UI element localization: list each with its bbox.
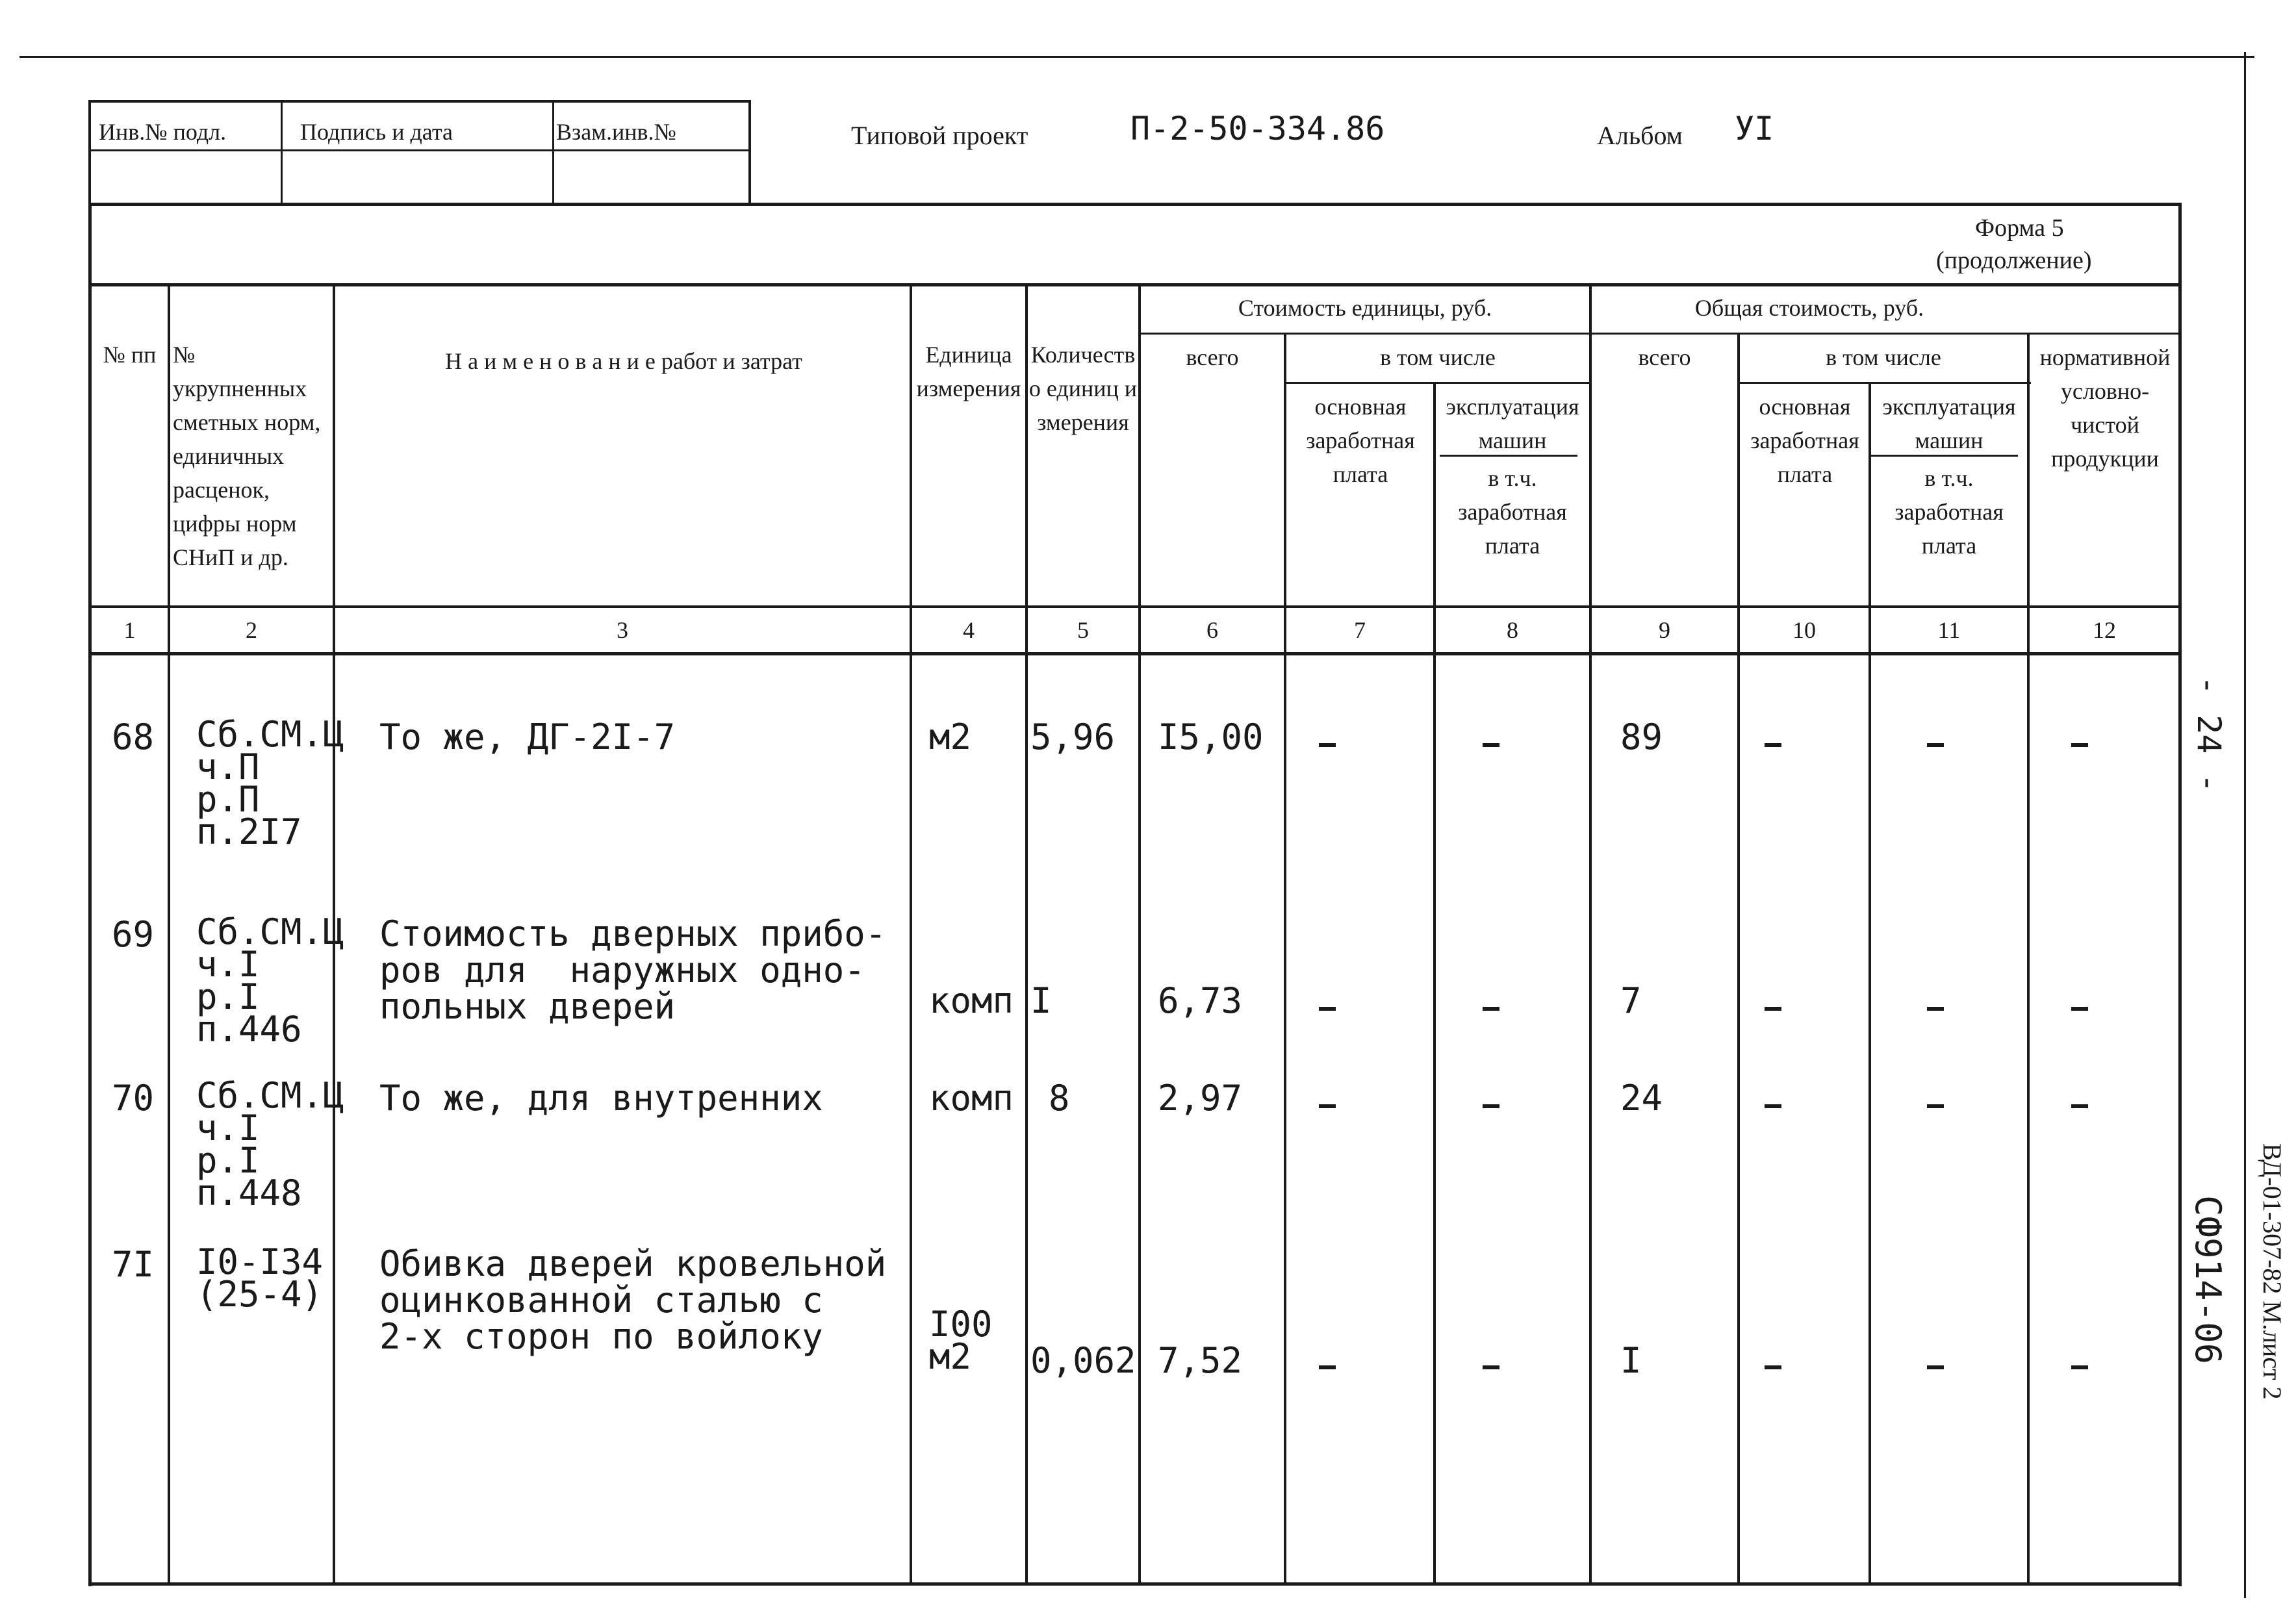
row-code-line: р.П xyxy=(196,779,260,820)
project-label: Типовой проект xyxy=(851,121,1028,150)
right-margin-line xyxy=(2244,52,2246,1598)
total-machines-header: эксплуатация машин xyxy=(1882,394,2016,453)
dash xyxy=(2071,743,2088,747)
dash xyxy=(1927,1365,1944,1369)
row-code-line: (25-4) xyxy=(196,1274,324,1315)
project-code: П-2-50-334.86 xyxy=(1130,110,1385,147)
row-code-line: р.I xyxy=(196,1140,260,1181)
row-code xyxy=(196,1075,344,1213)
col-num: 8 xyxy=(1507,617,1518,643)
col-line xyxy=(1589,283,1592,1585)
stamp-inv-label: Инв.№ подл. xyxy=(99,119,227,145)
header-line xyxy=(1286,382,1592,384)
row-code-line: Сб.СМ.Ц xyxy=(196,1075,344,1116)
dash xyxy=(1319,1007,1336,1011)
table-top-line xyxy=(88,203,2182,206)
row-unit: м2 xyxy=(929,716,972,757)
norm-header: нормативной условно-чистой продукции xyxy=(2039,344,2171,472)
col-num: 4 xyxy=(963,617,975,643)
col-num: 12 xyxy=(2093,617,2116,643)
row-name: То же, для внутренних xyxy=(379,1078,823,1119)
row-name-line: польных дверей xyxy=(379,986,676,1027)
col-num: 9 xyxy=(1659,617,1670,643)
dash xyxy=(1927,743,1944,747)
row-code-line: ч.I xyxy=(196,1108,260,1148)
row-code-line: р.I xyxy=(196,976,260,1017)
col-line xyxy=(1869,382,1871,1585)
dash xyxy=(1765,1007,1781,1011)
row-unit: комп xyxy=(929,980,1014,1021)
row-total: 24 xyxy=(1620,1078,1663,1119)
row-qty: 8 xyxy=(1049,1078,1070,1119)
top-border xyxy=(19,56,2254,58)
row-unit-line: I00 xyxy=(929,1304,993,1345)
row-code-line: п.448 xyxy=(196,1172,302,1213)
unit-machines-incl-header: в т.ч. заработная плата xyxy=(1458,465,1567,559)
dash xyxy=(1765,1104,1781,1108)
row-name-line: ров для наружных одно- xyxy=(379,950,865,991)
row-code xyxy=(196,1241,324,1315)
col-line xyxy=(1433,382,1436,1585)
row-code-line: п.446 xyxy=(196,1009,302,1050)
album-value: УI xyxy=(1735,110,1774,147)
col2-header: № укрупненных сметных норм, единичных расценок, цифры норм СНиП и др. xyxy=(173,342,321,570)
dash xyxy=(1765,743,1781,747)
row-total: 89 xyxy=(1620,716,1663,757)
dash xyxy=(1483,743,1499,747)
col-num: 7 xyxy=(1354,617,1366,643)
row-qty: I xyxy=(1030,980,1052,1021)
stamp-line xyxy=(281,100,283,204)
row-price: 6,73 xyxy=(1158,980,1243,1021)
dash xyxy=(2071,1007,2088,1011)
header-line xyxy=(88,652,2182,655)
stamp-line xyxy=(88,100,91,204)
dash xyxy=(2071,1104,2088,1108)
col-line xyxy=(1284,333,1286,1585)
sheet-reference: ВД-01-307-82 М.лист 2 xyxy=(2258,1143,2287,1400)
dash xyxy=(1319,1104,1336,1108)
row-price: I5,00 xyxy=(1158,716,1264,757)
unit-machines-header: эксплуатация машин xyxy=(1446,394,1579,453)
page-number: - 24 - xyxy=(2190,676,2228,793)
unit-salary-header: основная заработная плата xyxy=(1306,394,1415,487)
dash xyxy=(1483,1104,1499,1108)
dash xyxy=(1483,1007,1499,1011)
dash xyxy=(1927,1104,1944,1108)
form-continued: (продолжение) xyxy=(1936,247,2092,274)
row-code xyxy=(196,911,344,1050)
col-line xyxy=(2027,333,2030,1585)
row-qty: 0,062 xyxy=(1030,1340,1136,1381)
col1-header: № пп xyxy=(103,342,157,368)
total-all-header: всего xyxy=(1638,344,1691,370)
row-total: I xyxy=(1620,1340,1642,1381)
row-name: То же, ДГ-2I-7 xyxy=(379,716,676,757)
dash xyxy=(1927,1007,1944,1011)
header-line xyxy=(88,605,2182,608)
col-num: 5 xyxy=(1077,617,1089,643)
header-line xyxy=(1141,333,2182,335)
col-line xyxy=(910,283,912,1585)
row-number: 7I xyxy=(112,1244,155,1285)
form-name: Форма 5 xyxy=(1975,214,2064,242)
row-code-line: п.2I7 xyxy=(196,811,302,852)
col-num: 3 xyxy=(617,617,628,643)
table-bottom-line xyxy=(88,1582,2182,1586)
row-number: 70 xyxy=(112,1078,155,1119)
stamp-line xyxy=(552,100,554,204)
col-line xyxy=(168,283,170,1585)
table-left-line xyxy=(88,203,92,1586)
stamp-sign-label: Подпись и дата xyxy=(300,119,453,145)
row-name-line: 2-х сторон по войлоку xyxy=(379,1316,823,1357)
total-incl-header: в том числе xyxy=(1826,344,1941,370)
stamp-top-line xyxy=(88,100,751,103)
row-unit: комп xyxy=(929,1078,1014,1119)
row-number: 68 xyxy=(112,716,155,757)
header-line xyxy=(1740,382,2031,384)
row-unit-line: м2 xyxy=(929,1336,972,1377)
total-machines-incl-header: в т.ч. заработная плата xyxy=(1894,465,2004,559)
row-price: 2,97 xyxy=(1158,1078,1243,1119)
stamp-line xyxy=(748,100,751,204)
unit-incl-header: в том числе xyxy=(1380,344,1496,370)
col-num: 10 xyxy=(1792,617,1816,643)
dash xyxy=(2071,1365,2088,1369)
row-code-line: I0-I34 xyxy=(196,1241,324,1282)
album-label: Альбом xyxy=(1597,121,1683,150)
stamp-vzam-label: Взам.инв.№ xyxy=(556,119,676,145)
dash xyxy=(1483,1365,1499,1369)
row-number: 69 xyxy=(112,914,155,955)
col4-header: Единица измерения xyxy=(916,342,1021,401)
row-code-line: Сб.СМ.Ц xyxy=(196,714,344,755)
row-unit xyxy=(929,1304,993,1377)
unit-cost-header: Стоимость единицы, руб. xyxy=(1238,295,1492,321)
row-name-line: оцинкованной сталью с xyxy=(379,1280,823,1321)
row-name xyxy=(379,913,887,1027)
unit-all-header: всего xyxy=(1186,344,1239,370)
col3-header: Н а и м е н о в а н и е работ и затрат xyxy=(445,348,802,374)
dash xyxy=(1765,1365,1781,1369)
row-code xyxy=(196,714,344,852)
col-line xyxy=(1025,283,1028,1585)
col5-header: Количество единиц измерения xyxy=(1028,342,1138,435)
row-name-line: Обивка дверей кровельной xyxy=(379,1243,887,1284)
header-top-line xyxy=(88,283,2182,286)
row-code-line: ч.I xyxy=(196,944,260,985)
stamp-mid-line xyxy=(88,149,751,151)
total-salary-header: основная заработная плата xyxy=(1750,394,1859,487)
row-price: 7,52 xyxy=(1158,1340,1243,1381)
total-cost-header: Общая стоимость, руб. xyxy=(1694,295,1924,321)
col-line xyxy=(1138,283,1141,1585)
row-qty: 5,96 xyxy=(1030,716,1116,757)
sheet-code: СФ914-06 xyxy=(2188,1195,2228,1365)
col-num: 1 xyxy=(123,617,136,643)
dash xyxy=(1319,1365,1336,1369)
col-line xyxy=(1737,333,1740,1585)
row-name xyxy=(379,1243,887,1357)
dash xyxy=(1319,743,1336,747)
row-code-line: Сб.СМ.Ц xyxy=(196,911,344,952)
row-total: 7 xyxy=(1620,980,1642,1021)
row-name-line: Стоимость дверных прибо- xyxy=(379,913,887,954)
col-num: 2 xyxy=(246,617,257,643)
row-code-line: ч.П xyxy=(196,746,260,787)
col-num: 11 xyxy=(1937,617,1961,643)
col-num: 6 xyxy=(1206,617,1218,643)
